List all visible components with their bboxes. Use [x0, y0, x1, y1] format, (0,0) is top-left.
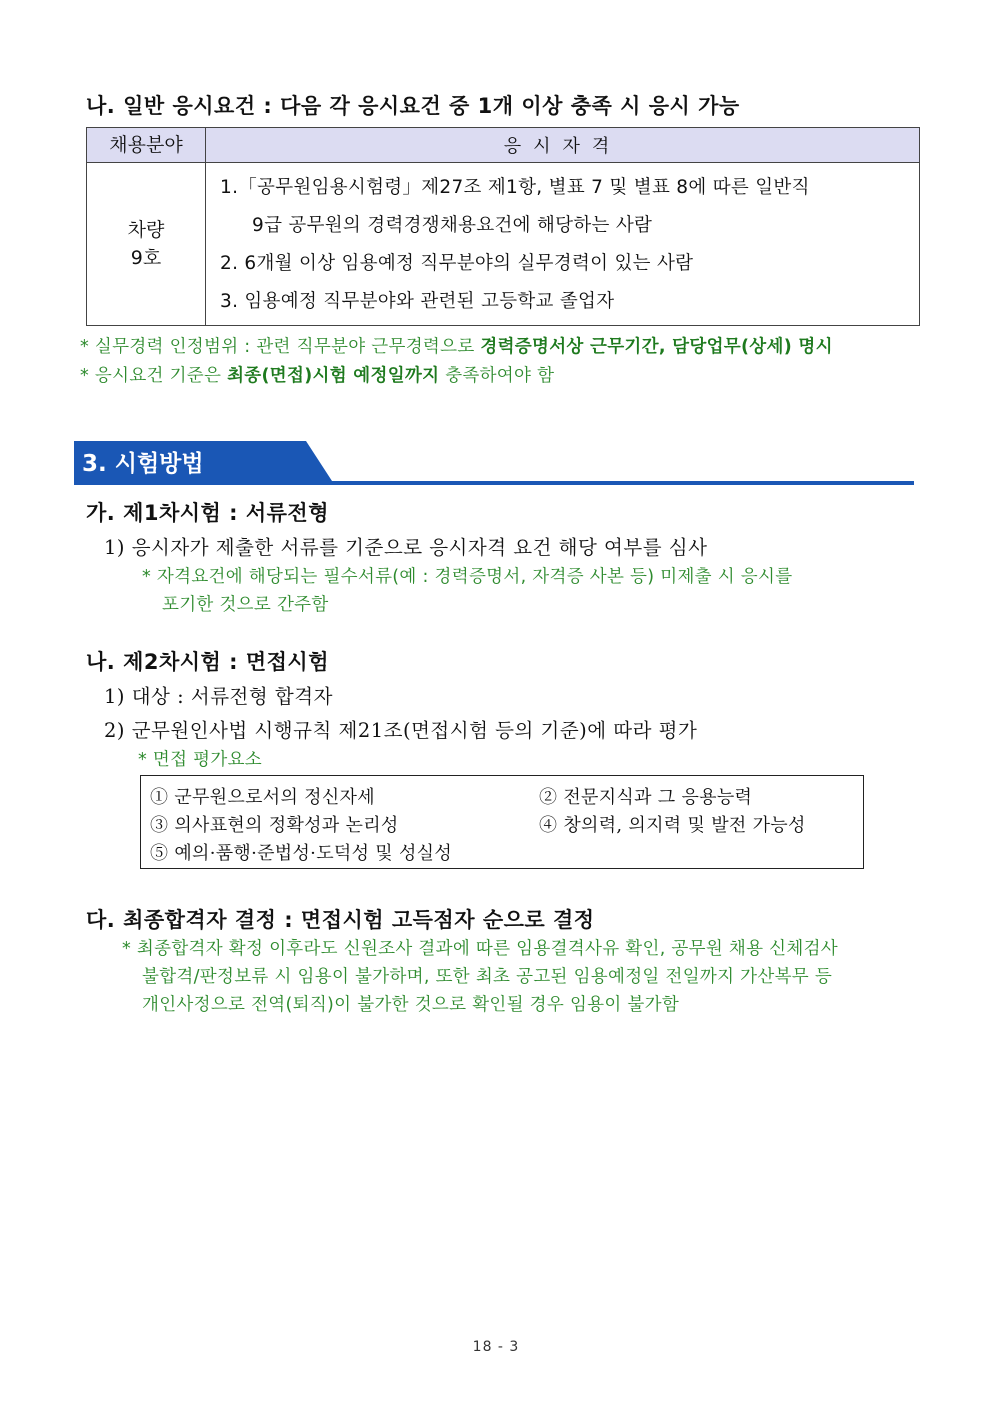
note-requirement-deadline	[80, 362, 554, 387]
table-cell-qualifications	[206, 163, 920, 326]
interview-factors-note: * 면접 평가요소	[138, 750, 263, 770]
qualification-item-continued: 9급 공무원의 경력경쟁채용요건에 해당하는 사람	[252, 215, 653, 236]
final-decision-heading: 다. 최종합격자 결정 : 면접시험 고득점자 순으로 결정	[86, 908, 595, 932]
qualification-item: 1.「공무원임용시험령」제27조 제1항, 별표 7 및 별표 8에 따른 일반직	[220, 177, 810, 198]
table-header-qualification: 응시자격	[206, 128, 920, 163]
field-name-line1: 차량	[127, 219, 165, 241]
table-cell-field	[87, 163, 206, 326]
first-exam-note-line2: 포기한 것으로 간주함	[162, 595, 329, 615]
first-exam-heading: 가. 제1차시험 : 서류전형	[86, 501, 329, 525]
interview-factor: ① 군무원으로서의 정신자세	[150, 787, 375, 808]
table-row	[87, 163, 920, 326]
general-requirements-heading: 나. 일반 응시요건 : 다음 각 응시요건 중 1개 이상 충족 시 응시 가능	[86, 94, 740, 118]
final-decision-note-line2: 불합격/판정보류 시 임용이 불가하며, 또한 최초 공고된 임용예정일 전일까지 가산복무 등	[142, 967, 833, 987]
final-decision-note-line3: 개인사정으로 전역(퇴직)이 불가한 것으로 확인될 경우 임용이 불가함	[142, 995, 680, 1015]
note-experience-scope	[80, 333, 833, 358]
note-emphasis: 최종(면접)시험 예정일까지	[227, 366, 440, 386]
second-exam-item-2: 2) 군무원인사법 시행규칙 제21조(면접시험 등의 기준)에 따라 평가	[104, 719, 698, 742]
first-exam-item-1: 1) 응시자가 제출한 서류를 기준으로 응시자격 요건 해당 여부를 심사	[104, 536, 708, 559]
note-emphasis: 경력증명서상 근무기간, 담당업무(상세) 명시	[480, 337, 833, 357]
requirements-table	[86, 127, 920, 326]
interview-factor: ② 전문지식과 그 응용능력	[539, 787, 753, 808]
interview-factor: ③ 의사표현의 정확성과 논리성	[150, 815, 399, 836]
field-name-line2: 9호	[130, 247, 162, 269]
second-exam-item-1: 1) 대상 : 서류전형 합격자	[104, 685, 333, 708]
second-exam-heading: 나. 제2차시험 : 면접시험	[86, 650, 329, 674]
section-title: 3. 시험방법	[82, 451, 204, 477]
page-number: 18 - 3	[472, 1339, 520, 1355]
final-decision-note-line1: * 최종합격자 확정 이후라도 신원조사 결과에 따른 임용결격사유 확인, 공무원 채용 신체검사	[122, 939, 838, 959]
note-text: * 실무경력 인정범위 : 관련 직무분야 근무경력으로	[80, 337, 481, 357]
note-text: * 응시요건 기준은	[80, 366, 228, 386]
note-text: 충족하여야 함	[439, 366, 555, 386]
interview-factor: ⑤ 예의·품행·준법성·도덕성 및 성실성	[150, 843, 453, 864]
first-exam-note-line1: * 자격요건에 해당되는 필수서류(예 : 경력증명서, 자격증 사본 등) 미제출 시 응시를	[142, 567, 793, 587]
table-header-row	[87, 128, 920, 163]
interview-factor: ④ 창의력, 의지력 및 발전 가능성	[539, 815, 806, 836]
table-header-field: 채용분야	[87, 128, 206, 163]
qualification-item: 3. 임용예정 직무분야와 관련된 고등학교 졸업자	[220, 291, 615, 312]
interview-factors-box	[140, 775, 864, 869]
qualification-item: 2. 6개월 이상 임용예정 직무분야의 실무경력이 있는 사람	[220, 253, 694, 274]
